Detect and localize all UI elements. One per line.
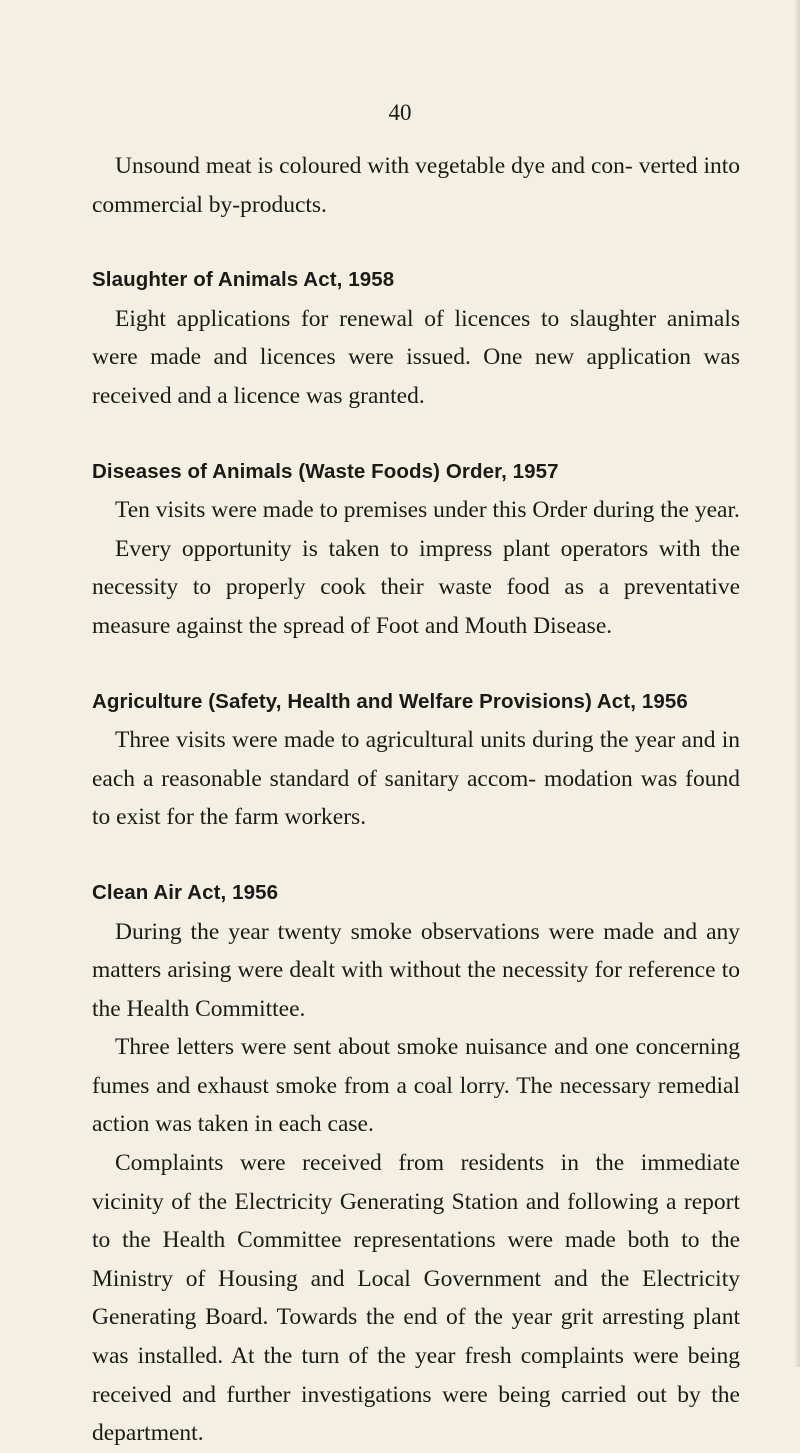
section-paragraph: During the year twenty smoke observations were made and any matters arising were dealt with without the necessity for reference to the Health Committee.	[92, 918, 740, 1022]
section-paragraph: Ten visits were made to premises under this Order during the year.	[115, 497, 740, 524]
intro-paragraph: Unsound meat is coloured with vegetable dye and con- verted into commercial by-products.	[92, 153, 740, 218]
section-slaughter-of-animals-act	[92, 261, 740, 415]
section-paragraph: Eight applications for renewal of licences to slaughter animals were made and licences were issued. One new application was received and a licence was granted.	[92, 305, 740, 409]
section-paragraph: Every opportunity is taken to impress plant operators with the necessity to properly cook their waste food as a preventative measure against the spread of Foot and Mouth Disease.	[92, 535, 740, 639]
section-heading: Clean Air Act, 1956	[92, 880, 279, 904]
section-paragraph: Three visits were made to agricultural units during the year and in each a reasonable standard of sanitary accom- modation was found to exist for the farm workers.	[92, 727, 740, 831]
section-heading: Agriculture (Safety, Health and Welfare Provisions) Act, 1956	[92, 689, 688, 713]
section-agriculture-act	[92, 683, 740, 837]
section-heading: Diseases of Animals (Waste Foods) Order, 1957	[92, 459, 559, 483]
page-number: 40	[388, 100, 412, 125]
section-diseases-of-animals-order	[92, 453, 740, 646]
section-heading: Slaughter of Animals Act, 1958	[92, 268, 395, 292]
section-paragraph: Complaints were received from residents in the immediate vicinity of the Electricity Generating Station and following a report to the Health Committee representations were made both to the Ministry of Housing and Local Government and the Electricity Generating Board. Towards the end of the year grit arresting plant was installed. At the turn of the year fresh complaints were being received and further investigations were being carried out by the department.	[92, 1150, 740, 1447]
section-paragraph: Three letters were sent about smoke nuisance and one concerning fumes and exhaust smoke from a coal lorry. The necessary remedial action was taken in each case.	[92, 1034, 740, 1138]
page-edge-shadow	[794, 0, 800, 1367]
page-body	[92, 147, 740, 1453]
section-clean-air-act	[92, 874, 740, 1453]
